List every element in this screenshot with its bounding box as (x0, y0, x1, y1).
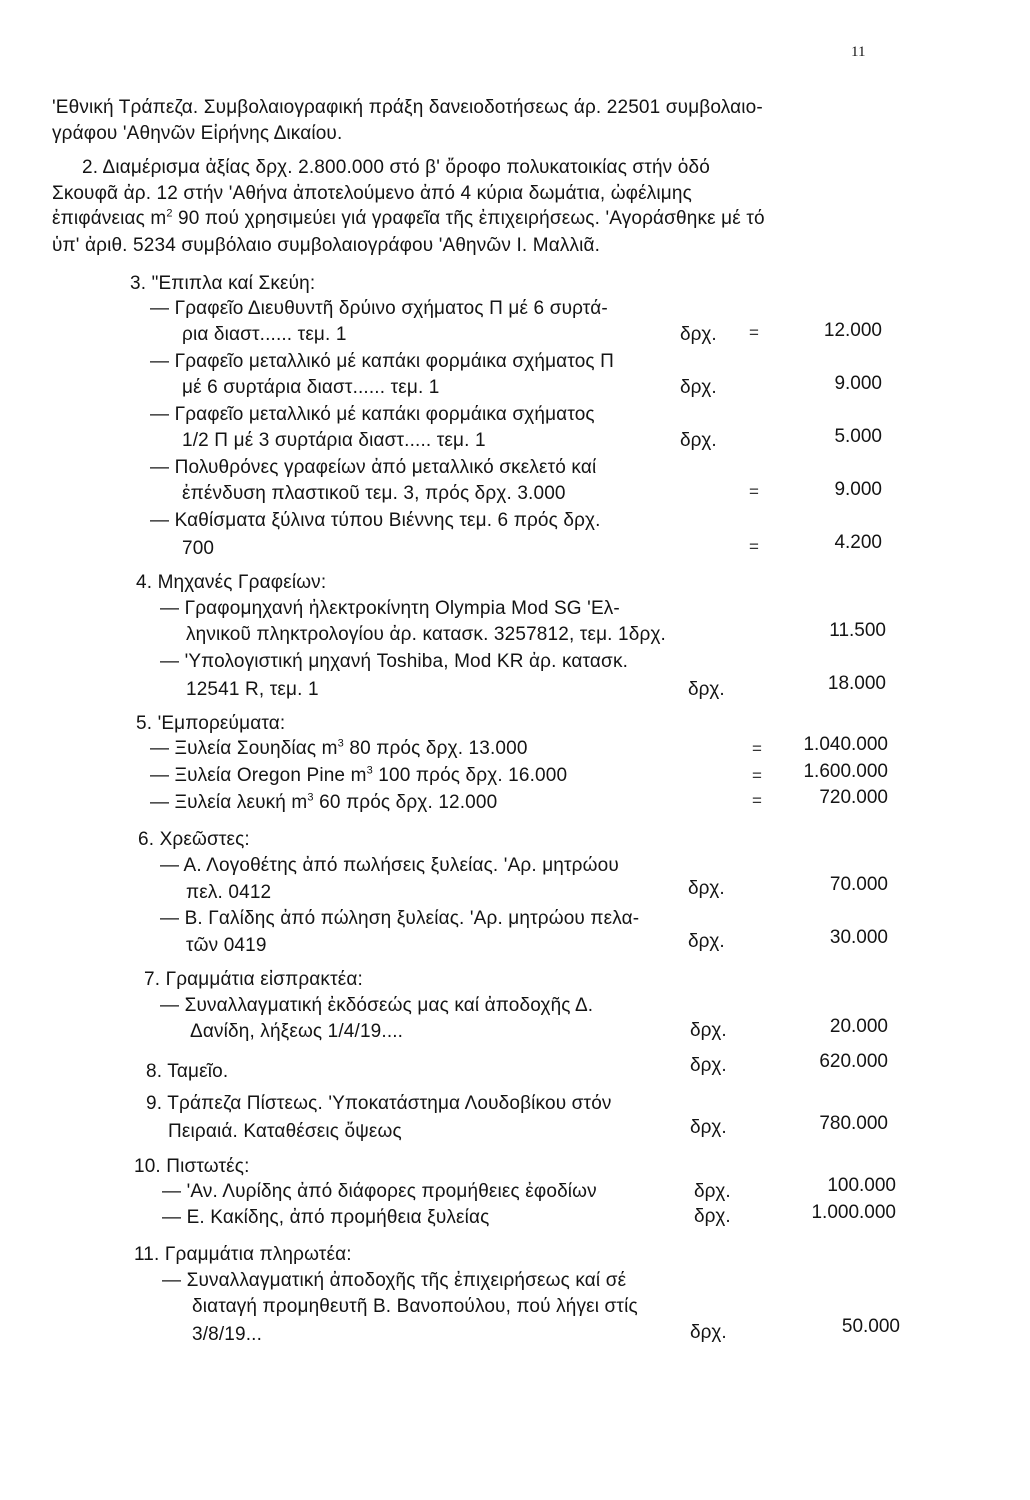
item3-a-line-2: ρια διαστ...... τεμ. 1 (182, 324, 347, 345)
equals-sign: = (749, 537, 759, 556)
item3-b-amount: 9.000 (834, 373, 882, 394)
equals-sign: = (749, 323, 759, 342)
item3-e-amount: 4.200 (834, 532, 882, 553)
item4-b-line-1: — 'Υπολογιστική μηχανή Toshiba, Mod KR ἀρ. κατασκ. (160, 651, 629, 672)
item9-line-2: Πειραιά. Καταθέσεις ὄψεως (168, 1121, 402, 1142)
item11-a-line-3: 3/8/19... (192, 1324, 263, 1345)
item6-heading: 6. Χρεῶστες: (138, 829, 250, 850)
drachma-label: δρχ. (688, 878, 725, 899)
intro-line-1: 'Εθνική Τράπεζα. Συμβολαιογραφική πράξη δανειοδοτήσεως άρ. 22501 συμβολαιο- (52, 97, 763, 118)
item6-a-line-1: — Α. Λογοθέτης ἀπό πωλήσεις ξυλείας. 'Αρ. μητρώου (160, 855, 619, 876)
drachma-label: δρχ. (680, 430, 717, 451)
equals-sign: = (752, 791, 762, 810)
item3-d-amount: 9.000 (834, 479, 882, 500)
item10-a-amount: 100.000 (827, 1175, 896, 1196)
drachma-label: δρχ. (690, 1020, 727, 1041)
drachma-label: δρχ. (690, 1322, 727, 1343)
item3-e-line-1: — Καθίσματα ξύλινα τύπου Βιέννης τεμ. 6 πρός δρχ. (150, 510, 601, 531)
item5-b-amount: 1.600.000 (803, 761, 888, 782)
equals-sign: = (752, 766, 762, 785)
item6-b-amount: 30.000 (829, 927, 888, 948)
item9-amount: 780.000 (819, 1113, 888, 1134)
item3-b-line-1: — Γραφεῖο μεταλλικό μέ καπάκι φορμάικα σχήματος Π (150, 351, 615, 372)
item4-a-amount: 11.500 (829, 620, 886, 641)
item3-c-line-2: 1/2 Π μέ 3 συρτάρια διαστ..... τεμ. 1 (182, 430, 486, 451)
item3-e-line-2: 700 (182, 538, 215, 559)
drachma-label: δρχ. (680, 324, 717, 345)
item4-heading: 4. Μηχανές Γραφείων: (136, 572, 327, 593)
item5-a-line: — Ξυλεία Σουηδίας $m^3$ 80 πρός δρχ. 13.000 (150, 737, 528, 759)
drachma-label: δρχ. (694, 1206, 731, 1227)
item3-b-line-2: μέ 6 συρτάρια διαστ...... τεμ. 1 (182, 377, 440, 398)
drachma-label: δρχ. (694, 1181, 731, 1202)
drachma-label: δρχ. (680, 377, 717, 398)
item10-a-line: — 'Αν. Λυρίδης ἀπό διάφορες προμήθειες ἐφοδίων (162, 1181, 597, 1202)
item3-a-line-1: — Γραφεῖο Διευθυντῆ δρύινο σχήματος Π μέ 6 συρτά- (150, 298, 608, 319)
drachma-label: δρχ. (690, 1117, 727, 1138)
drachma-label: δρχ. (690, 1055, 727, 1076)
item4-a-line-1: — Γραφομηχανή ἠλεκτροκίνητη Olympia Mod SG 'Ελ- (160, 598, 620, 619)
item11-a-line-2: διαταγή προμηθευτῆ Β. Βανοπούλου, πού λήγει στίς (192, 1296, 638, 1317)
equals-sign: = (752, 739, 762, 758)
item10-b-line: — Ε. Κακίδης, ἀπό προμήθεια ξυλείας (162, 1207, 490, 1228)
item3-c-line-1: — Γραφεῖο μεταλλικό μέ καπάκι φορμάικα σχήματος (150, 404, 595, 425)
item9-line-1: 9. Τράπεζα Πίστεως. 'Υποκατάστημα Λουδοβίκου στόν (146, 1093, 612, 1114)
item5-b-line: — Ξυλεία Oregon Pine $m^3$ 100 πρός δρχ. 16.000 (150, 764, 568, 786)
item11-heading: 11. Γραμμάτια πληρωτέα: (134, 1244, 352, 1265)
item3-d-line-2: ἐπένδυση πλαστικοῦ τεμ. 3, πρός δρχ. 3.000 (182, 483, 566, 504)
item3-a-amount: 12.000 (823, 320, 882, 341)
item7-a-line-2: Δανίδη, λήξεως 1/4/19.... (190, 1021, 404, 1042)
item5-c-amount: 720.000 (819, 787, 888, 808)
item3-d-line-1: — Πολυθρόνες γραφείων ἀπό μεταλλικό σκελετό καί (150, 457, 597, 478)
item2-line-2: Σκουφᾶ ἀρ. 12 στήν 'Αθήνα ἀποτελούμενο ἀπό 4 κύρια δωμάτια, ὠφέλιμης (52, 183, 692, 204)
item5-heading: 5. 'Εμπορεύματα: (136, 713, 286, 734)
item11-a-amount: 50.000 (841, 1316, 900, 1337)
item6-a-amount: 70.000 (829, 874, 888, 895)
page-number: 11 (851, 44, 866, 60)
item10-b-amount: 1.000.000 (811, 1202, 896, 1223)
item6-b-line-1: — Β. Γαλίδης ἀπό πώληση ξυλείας. 'Αρ. μητρώου πελα- (160, 908, 640, 929)
item8-heading: 8. Ταμεῖο. (146, 1061, 229, 1082)
item8-amount: 620.000 (819, 1051, 888, 1072)
item2-line-1: 2. Διαμέρισμα ἀξίας δρχ. 2.800.000 στό β' ὄροφο πολυκατοικίας στήν ὁδό (82, 157, 710, 178)
item5-a-amount: 1.040.000 (803, 734, 888, 755)
item7-a-line-1: — Συναλλαγματική ἐκδόσεώς μας καί ἀποδοχῆς Δ. (160, 995, 594, 1016)
item10-heading: 10. Πιστωτές: (134, 1156, 250, 1177)
drachma-label: δρχ. (688, 931, 725, 952)
item4-a-line-2: ληνικοῦ πληκτρολογίου ἀρ. κατασκ. 3257812, τεμ. 1δρχ. (186, 624, 666, 645)
item3-heading: 3. "Επιπλα καί Σκεύη: (130, 273, 316, 294)
item7-heading: 7. Γραμμάτια εἰσπρακτέα: (144, 969, 363, 990)
item6-b-line-2: τῶν 0419 (186, 935, 267, 956)
item2-line-3: ἐπιφάνειας $m^2$ 90 πού χρησιμεύει γιά γραφεῖα τῆς ἐπιχειρήσεως. 'Αγοράσθηκε μέ τό (52, 207, 765, 229)
item6-a-line-2: πελ. 0412 (186, 882, 272, 903)
item3-c-amount: 5.000 (834, 426, 882, 447)
item11-a-line-1: — Συναλλαγματική ἀποδοχῆς τῆς ἐπιχειρήσεως καί σέ (162, 1270, 627, 1291)
item7-a-amount: 20.000 (829, 1016, 888, 1037)
item4-b-line-2: 12541 R, τεμ. 1 (186, 679, 319, 700)
item4-b-amount: 18.000 (827, 673, 886, 694)
drachma-label: δρχ. (688, 679, 725, 700)
equals-sign: = (749, 482, 759, 501)
item2-line-4: ὑπ' ἀριθ. 5234 συμβόλαιο συμβολαιογράφου 'Αθηνῶν Ι. Μαλλιᾶ. (52, 235, 601, 256)
intro-line-2: γράφου 'Αθηνῶν Εἰρήνης Δικαίου. (52, 123, 343, 144)
item5-c-line: — Ξυλεία λευκή $m^3$ 60 πρός δρχ. 12.000 (150, 791, 498, 813)
